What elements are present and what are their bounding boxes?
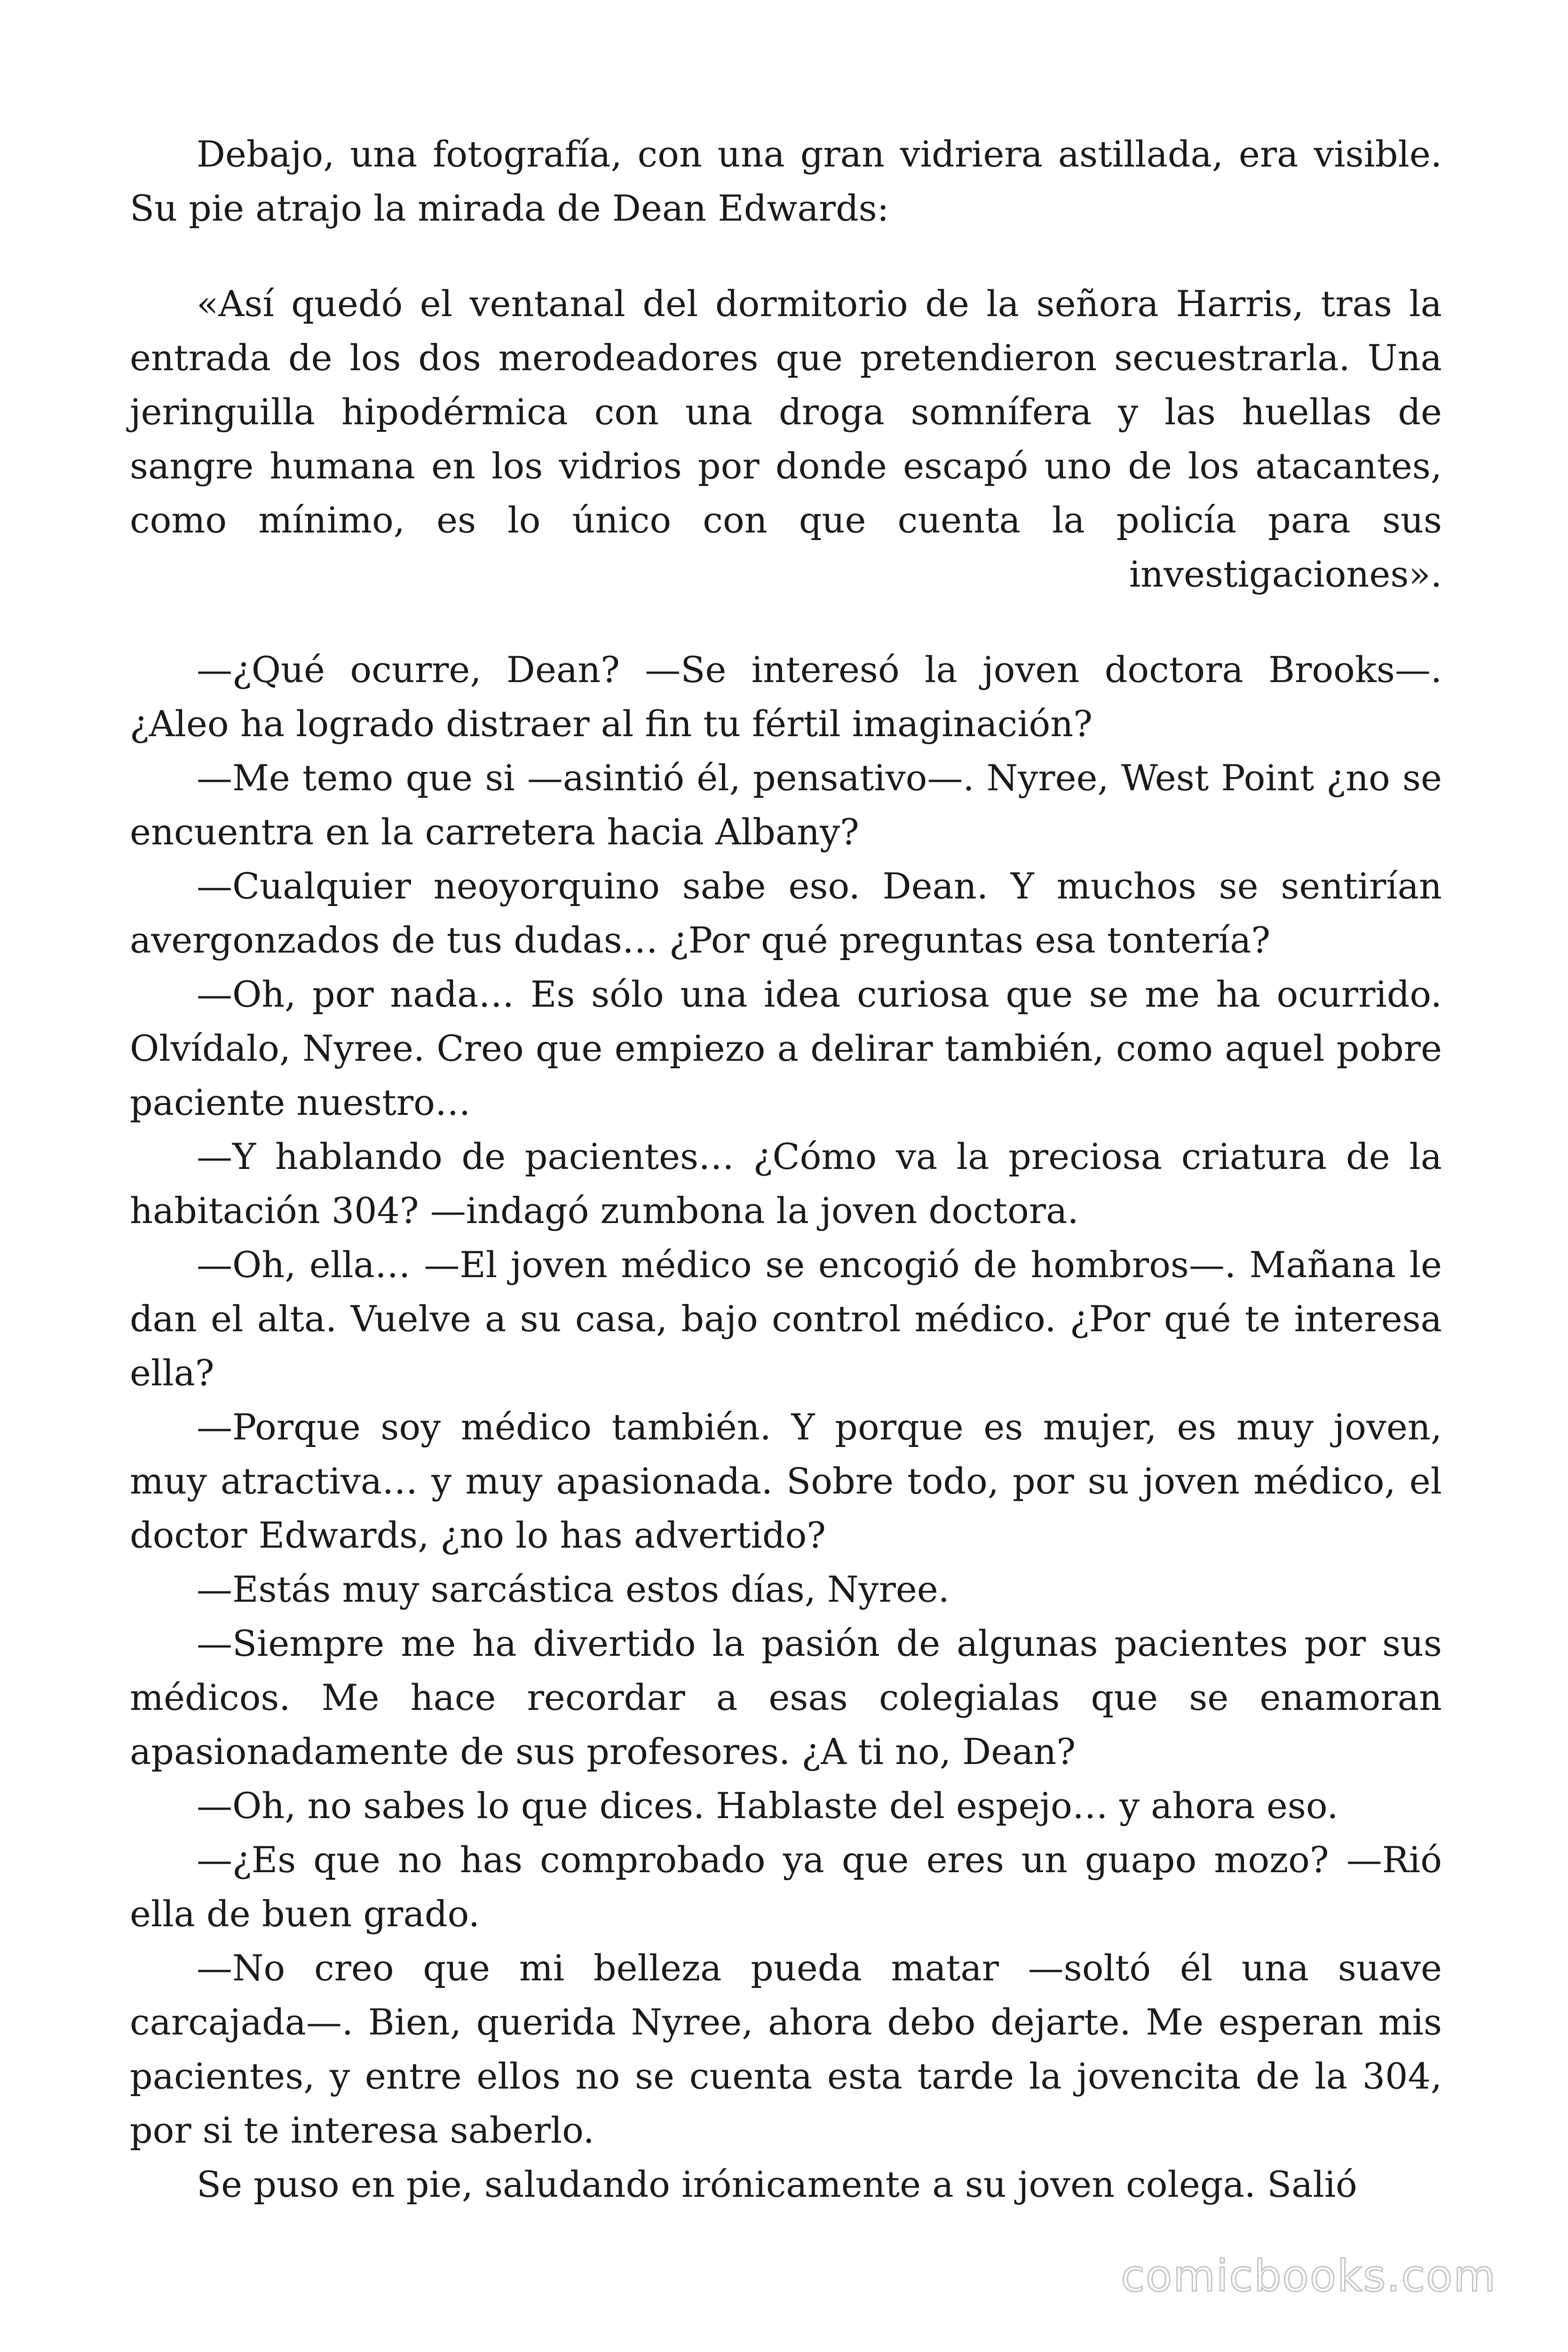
page-body	[130, 127, 1442, 2211]
dialogue-paragraph: —Cualquier neoyorquino sabe eso. Dean. Y muchos se sentirían avergonzados de tus dudas… ¿Por qué preguntas esa tontería?	[130, 865, 1442, 961]
dialogue-paragraph: —Oh, no sabes lo que dices. Hablaste del espejo… y ahora eso.	[197, 1785, 1338, 1827]
dialogue-paragraph: —Oh, por nada… Es sólo una idea curiosa que se me ha ocurrido. Olvídalo, Nyree. Creo que empiezo a delirar también, como aquel pobre paciente nuestro…	[130, 973, 1442, 1123]
dialogue-paragraph: —Estás muy sarcástica estos días, Nyree.	[197, 1568, 950, 1610]
newspaper-caption-quote: «Así quedó el ventanal del dormitorio de la señora Harris, tras la entrada de los dos merodeadores que pretendieron secuestrarla. Una jeringuilla hipodérmica con una droga somnífera y las huellas de sangre humana en los vidrios por donde escapó uno de los atacantes, como mínimo, es lo único con que cuenta la policía para sus investigaciones».	[130, 283, 1442, 595]
narrative-paragraph: Se puso en pie, saludando irónicamente a su joven colega. Salió	[197, 2163, 1357, 2205]
dialogue-paragraph: —Porque soy médico también. Y porque es mujer, es muy joven, muy atractiva… y muy apasionada. Sobre todo, por su joven médico, el doctor Edwards, ¿no lo has advertido?	[130, 1406, 1442, 1556]
dialogue-paragraph: —No creo que mi belleza pueda matar —soltó él una suave carcajada—. Bien, querida Nyree, ahora debo dejarte. Me esperan mis pacientes, y entre ellos no se cuenta esta tarde la jovencita de la 304, por si te interesa saberlo.	[130, 1947, 1442, 2151]
paragraph-intro: Debajo, una fotografía, con una gran vidriera astillada, era visible. Su pie atrajo la mirada de Dean Edwards:	[130, 133, 1442, 229]
watermark: comicbooks.com	[1121, 2251, 1497, 2301]
dialogue-paragraph: —Siempre me ha divertido la pasión de algunas pacientes por sus médicos. Me hace recordar a esas colegialas que se enamoran apasionadamente de sus profesores. ¿A ti no, Dean?	[130, 1622, 1442, 1772]
dialogue-paragraph: —Y hablando de pacientes… ¿Cómo va la preciosa criatura de la habitación 304? —indagó zumbona la joven doctora.	[130, 1136, 1442, 1232]
dialogue-paragraph: —¿Qué ocurre, Dean? —Se interesó la joven doctora Brooks—. ¿Aleo ha logrado distraer al fin tu fértil imaginación?	[130, 649, 1442, 745]
dialogue-paragraph: —¿Es que no has comprobado ya que eres un guapo mozo? —Rió ella de buen grado.	[130, 1839, 1442, 1935]
dialogue-paragraph: —Me temo que si —asintió él, pensativo—. Nyree, West Point ¿no se encuentra en la carretera hacia Albany?	[130, 757, 1442, 853]
dialogue-paragraph: —Oh, ella… —El joven médico se encogió de hombros—. Mañana le dan el alta. Vuelve a su casa, bajo control médico. ¿Por qué te interesa ella?	[130, 1244, 1442, 1394]
